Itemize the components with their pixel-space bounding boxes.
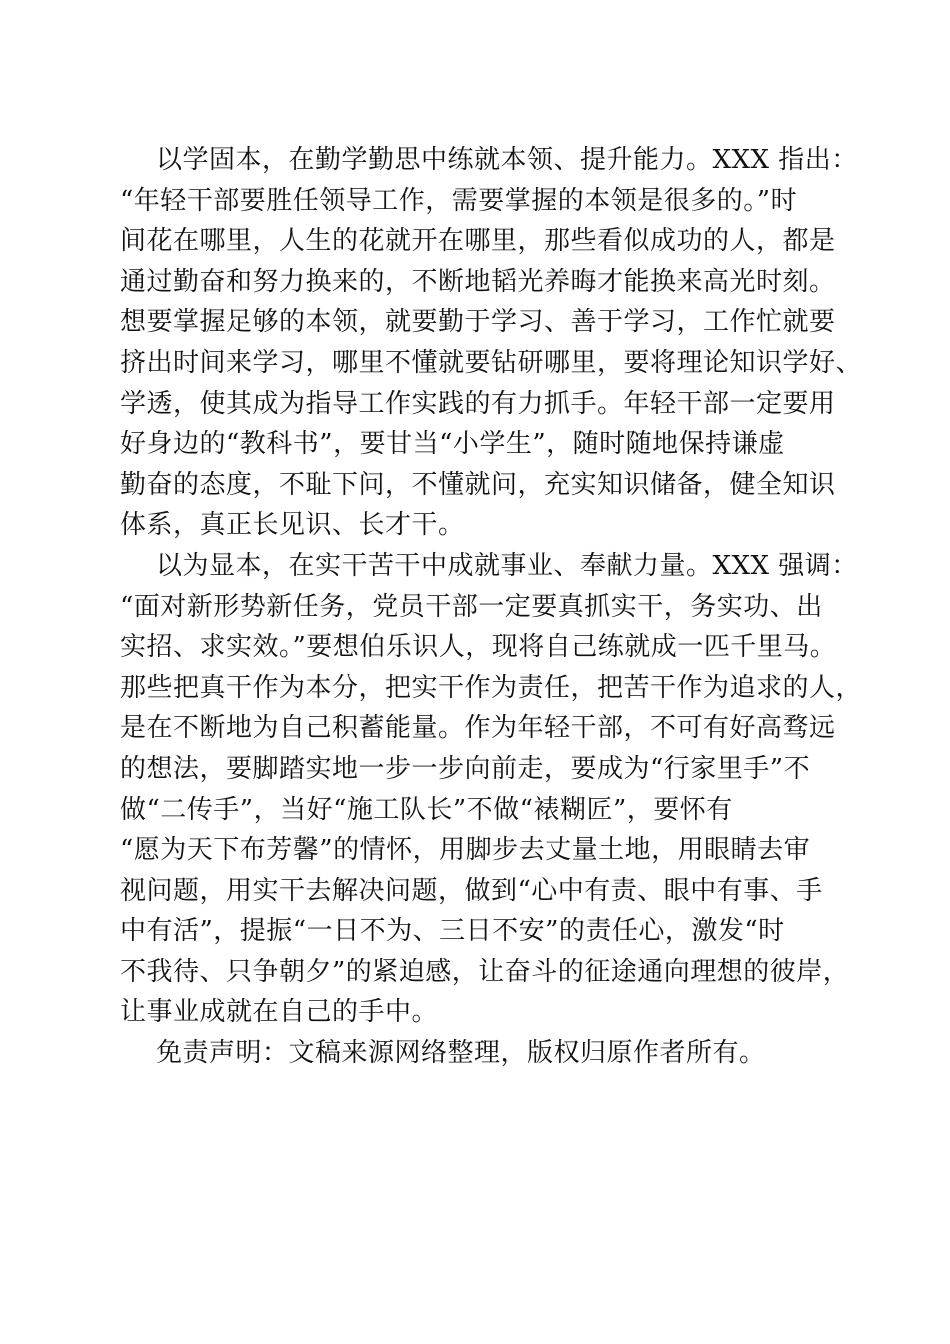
text-line: “年轻干部要胜任领导工作，需要掌握的本领是很多的。”时 — [120, 185, 798, 216]
text-line: “面对新形势新任务，党员干部一定要真抓实干，务实功、出 — [120, 591, 823, 622]
document-body — [120, 140, 863, 1074]
text-line: 不我待、只争朝夕”的紧迫感，让奋斗的征途通向理想的彼岸， — [120, 956, 850, 987]
text-line: 以学固本，在勤学勤思中练就本领、提升能力。XXX 指出： — [156, 145, 858, 175]
text-line: 想要掌握足够的本领，就要勤于学习、善于学习，工作忙就要 — [120, 307, 836, 338]
paragraph-study — [120, 140, 863, 546]
disclaimer-text: 免责声明：文稿来源网络整理，版权归原作者所有。 — [156, 1038, 766, 1069]
text-line: 让事业成就在自己的手中。 — [120, 997, 439, 1028]
text-line: 做“二传手”，当好“施工队长”不做“裱糊匠”，要怀有 — [120, 794, 733, 825]
text-line: 勤奋的态度，不耻下问，不懂就问，充实知识储备，健全知识 — [120, 469, 836, 500]
paragraph-action — [120, 546, 863, 1033]
text-line: 挤出时间来学习，哪里不懂就要钻研哪里，要将理论知识学好、 — [120, 347, 863, 378]
text-line: “愿为天下布芳馨”的情怀，用脚步去丈量土地，用眼睛去审 — [120, 835, 811, 866]
text-line: 体系，真正长见识、长才干。 — [120, 510, 465, 541]
text-line: 通过勤奋和努力换来的，不断地韬光养晦才能换来高光时刻。 — [120, 266, 836, 297]
text-line: 那些把真干作为本分，把实干作为责任，把苦干作为追求的人， — [120, 672, 863, 703]
text-line: 的想法，要脚踏实地一步一步向前走，要成为“行家里手”不 — [120, 753, 811, 784]
text-line: 好身边的“教科书”，要甘当“小学生”，随时随地保持谦虚 — [120, 429, 785, 460]
text-line: 以为显本，在实干苦干中成就事业、奉献力量。XXX 强调： — [156, 550, 858, 581]
text-line: 学透，使其成为指导工作实践的有力抓手。年轻干部一定要用 — [120, 388, 836, 419]
text-line: 实招、求实效。”要想伯乐识人，现将自己练就成一匹千里马。 — [120, 632, 837, 663]
text-line: 中有活”，提振“一日不为、三日不安”的责任心，激发“时 — [120, 916, 785, 947]
text-line: 视问题，用实干去解决问题，做到“心中有责、眼中有事、手 — [120, 875, 823, 906]
text-line: 间花在哪里，人生的花就开在哪里，那些看似成功的人，都是 — [120, 226, 836, 257]
text-line: 是在不断地为自己积蓄能量。作为年轻干部，不可有好高骛远 — [120, 713, 836, 744]
